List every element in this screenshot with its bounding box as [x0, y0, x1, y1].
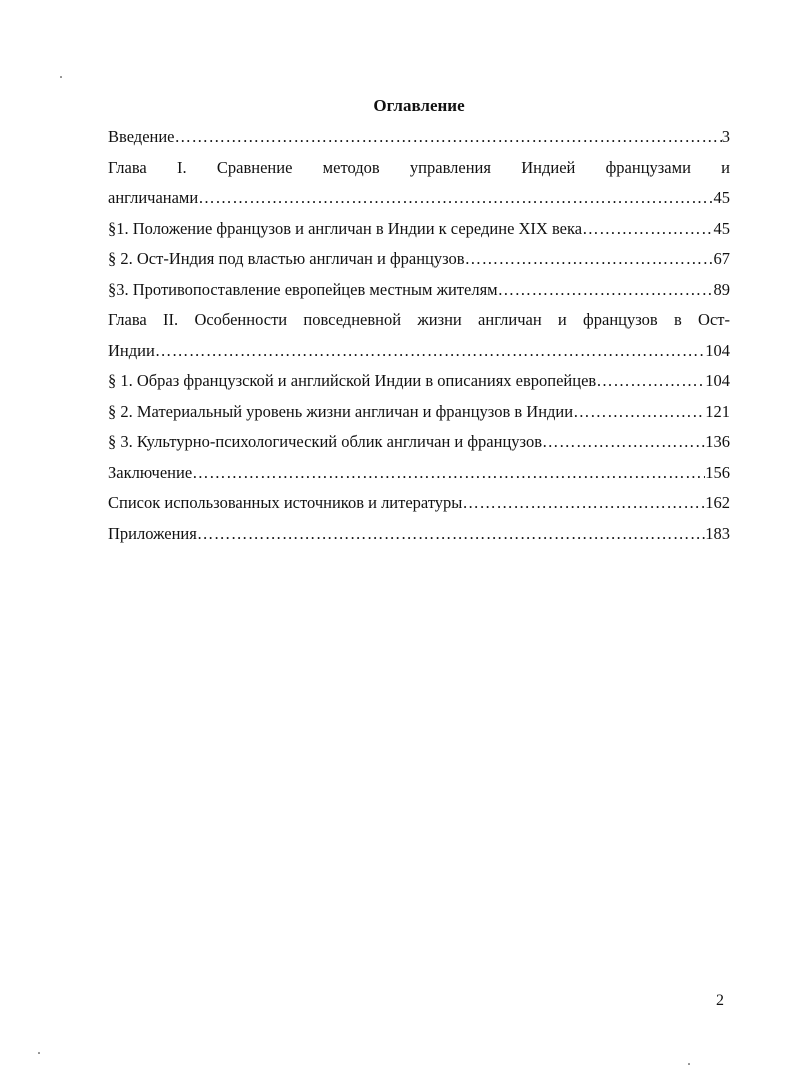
toc-leader-dots: [155, 336, 705, 367]
toc-leader-dots: [573, 397, 705, 428]
toc-entry-page: 136: [705, 432, 730, 451]
toc-entry-page: 67: [713, 249, 730, 268]
toc-entry-label: Список использованных источников и литературы: [108, 493, 463, 512]
toc-entry-appendices[interactable]: [108, 519, 730, 550]
toc-leader-dots: [582, 214, 713, 245]
toc-entry-page: 45: [713, 218, 730, 238]
toc-entry-page: 89: [713, 279, 730, 299]
toc-leader-dots: [596, 366, 705, 397]
toc-leader-dots: [498, 275, 714, 306]
toc-leader-dots: [197, 519, 705, 550]
scan-speck: [688, 1063, 690, 1065]
page-number: 2: [716, 992, 724, 1009]
toc-entry-label-line1: Глава II. Особенности повседневной жизни англичан и французов в Ост-: [108, 310, 730, 329]
table-of-contents: [108, 122, 730, 549]
toc-entry-section-1-2[interactable]: [108, 244, 730, 275]
toc-entry-label: §3. Противопоставление европейцев местным жителям: [108, 279, 498, 299]
toc-leader-dots: [175, 122, 722, 153]
toc-entry-chapter-1[interactable]: [108, 153, 730, 214]
toc-entry-section-2-2[interactable]: [108, 397, 730, 428]
toc-title: Оглавление: [373, 96, 465, 115]
toc-entry-label: Заключение: [108, 462, 193, 482]
toc-entry-label: § 3. Культурно-психологический облик англичан и французов: [108, 432, 542, 451]
toc-leader-dots: [462, 488, 705, 519]
toc-entry-page: 156: [705, 462, 730, 482]
toc-entry-label: §1. Положение французов и англичан в Индии к середине XIX века: [108, 218, 583, 238]
toc-entry-section-1-3[interactable]: [108, 275, 730, 306]
scan-speck: [60, 76, 62, 78]
toc-entry-chapter-2[interactable]: [108, 305, 730, 366]
toc-entry-label: Приложения: [108, 523, 197, 543]
toc-entry-page: 45: [713, 188, 730, 207]
toc-entry-page: 162: [705, 493, 730, 512]
toc-leader-dots: [542, 427, 705, 458]
toc-entry-section-1-1[interactable]: [108, 214, 730, 245]
toc-leader-dots: [198, 183, 713, 214]
toc-entry-page: 3: [721, 127, 730, 146]
toc-entry-introduction[interactable]: [108, 122, 730, 153]
toc-entry-page: 183: [705, 523, 730, 543]
toc-entry-label-line2: Индии: [108, 340, 155, 360]
scan-speck: [38, 1052, 40, 1054]
toc-entry-label: § 2. Материальный уровень жизни англичан и французов в Индии: [108, 401, 574, 421]
toc-entry-label-line1: Глава I. Сравнение методов управления Индией французами и: [108, 157, 730, 177]
toc-entry-label: § 2. Ост-Индия под властью англичан и французов: [108, 249, 465, 268]
toc-entry-bibliography[interactable]: [108, 488, 730, 519]
toc-entry-section-2-3[interactable]: [108, 427, 730, 458]
toc-entry-page: 121: [705, 401, 730, 421]
toc-entry-page: 104: [705, 371, 730, 390]
toc-entry-label: Введение: [108, 127, 175, 146]
toc-leader-dots: [192, 458, 705, 489]
toc-leader-dots: [465, 244, 714, 275]
toc-entry-conclusion[interactable]: [108, 458, 730, 489]
toc-entry-label-line2: англичанами: [108, 188, 199, 207]
toc-entry-section-2-1[interactable]: [108, 366, 730, 397]
toc-entry-label: § 1. Образ французской и английской Индии в описаниях европейцев: [108, 371, 597, 390]
toc-entry-page: 104: [705, 340, 730, 360]
